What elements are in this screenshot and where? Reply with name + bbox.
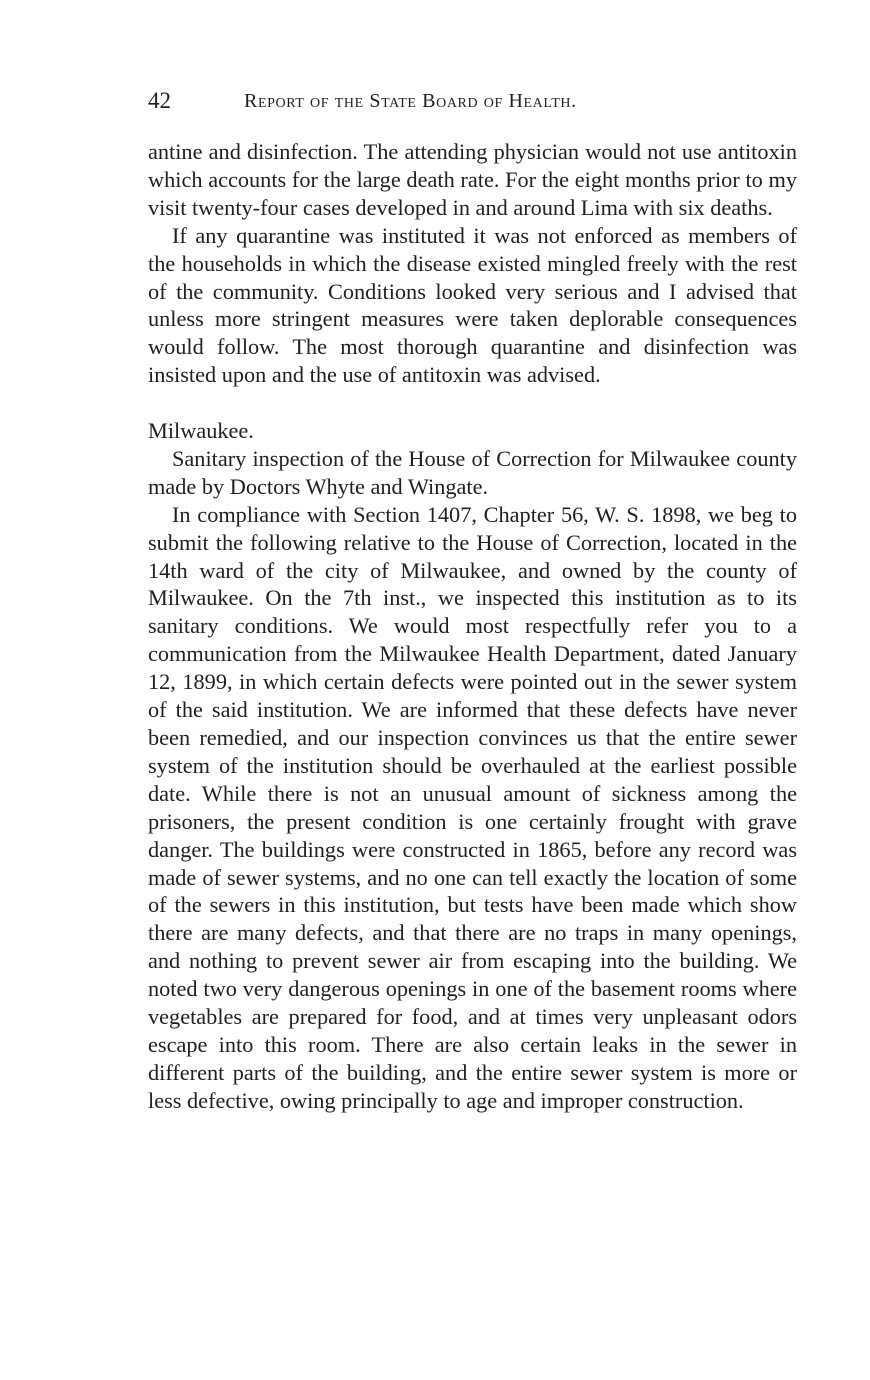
paragraph-inspection-report: In compliance with Section 1407, Chapter 56, W. S. 1898, we beg to submit the following relative to the House of Correction, located in the 14th ward of the city of Milwaukee, and owned by the county of Milwaukee. On the 7th inst., we inspected this institution as to its sanitary conditions. We would most respectfully refer you to a communication from the Milwaukee Health Department, dated January 12, 1899, in which certain defects were pointed out in the sewer system of the said institution. We are informed that these defects have never been remedied, and our inspection convinces us that the entire sewer system of the institution should be overhauled at the earliest possible date. While there is not an unusual amount of sickness among the prisoners, the present condition is one certainly frought with grave danger. The buildings were constructed in 1865, before any record was made of sewer systems, and no one can tell exactly the location of some of the sewers in this institution, but tests have been made which show there are many defects, and that there are no traps in many openings, and nothing to prevent sewer air from escaping into the building. We noted two very dangerous openings in one of the basement rooms where vegetables are prepared for food, and at times very unpleasant odors escape into this room. There are also certain leaks in the sewer in different parts of the building, and the entire sewer system is more or less defective, owing principally to age and improper construction. — [148, 501, 797, 1113]
paragraph-continuation: antine and disinfection. The attending physician would not use antitoxin which accounts for the large death rate. For the eight months prior to my visit twenty-four cases developed in and around Lima with six deaths. — [148, 139, 797, 220]
running-head — [148, 86, 798, 116]
running-title: Report of the State Board of Health. — [244, 90, 577, 112]
page-number: 42 — [148, 88, 171, 113]
body-text — [148, 138, 797, 1115]
section-heading-milwaukee: Milwaukee. — [148, 418, 254, 444]
paragraph-inspection-summary: Sanitary inspection of the House of Correction for Milwaukee county made by Doctors Whyte and Wingate. — [148, 445, 797, 499]
paragraph-quarantine: If any quarantine was instituted it was not enforced as members of the households in which the disease existed mingled freely with the rest of the community. Conditions looked very serious and I advised that unless more stringent measures were taken deplorable consequences would follow. The most thorough quarantine and disinfection was insisted upon and the use of antitoxin was advised. — [148, 222, 797, 388]
